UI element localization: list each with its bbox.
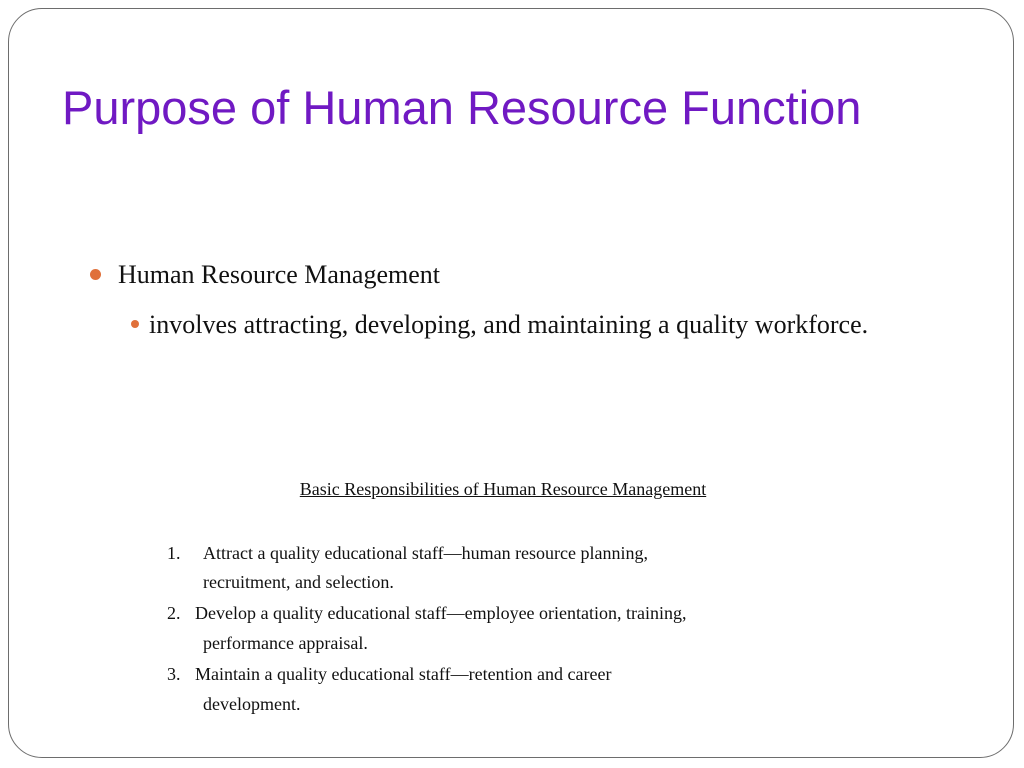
responsibility-line1: Attract a quality educational staff—human resource planning, [203, 543, 649, 563]
responsibilities-heading: Basic Responsibilities of Human Resource Management [299, 479, 707, 499]
slide-title: Purpose of Human Resource Function [62, 81, 862, 134]
responsibility-line1: Develop a quality educational staff—employee orientation, training, [195, 603, 687, 623]
responsibility-line2: recruitment, and selection. [203, 572, 394, 592]
sub-bullet-dot-icon [131, 320, 139, 328]
responsibility-number: 3. [167, 664, 181, 684]
bullet-dot-icon [90, 269, 101, 280]
responsibility-number: 2. [167, 603, 181, 623]
responsibility-line2: development. [203, 694, 301, 714]
sub-bullet-involves: involves attracting, developing, and maintaining a quality workforce. [149, 310, 869, 339]
responsibility-number: 1. [167, 543, 181, 563]
bullet-human-resource-management: Human Resource Management [118, 260, 441, 289]
responsibility-line2: performance appraisal. [203, 633, 368, 653]
responsibility-line1: Maintain a quality educational staff—retention and career [195, 664, 612, 684]
